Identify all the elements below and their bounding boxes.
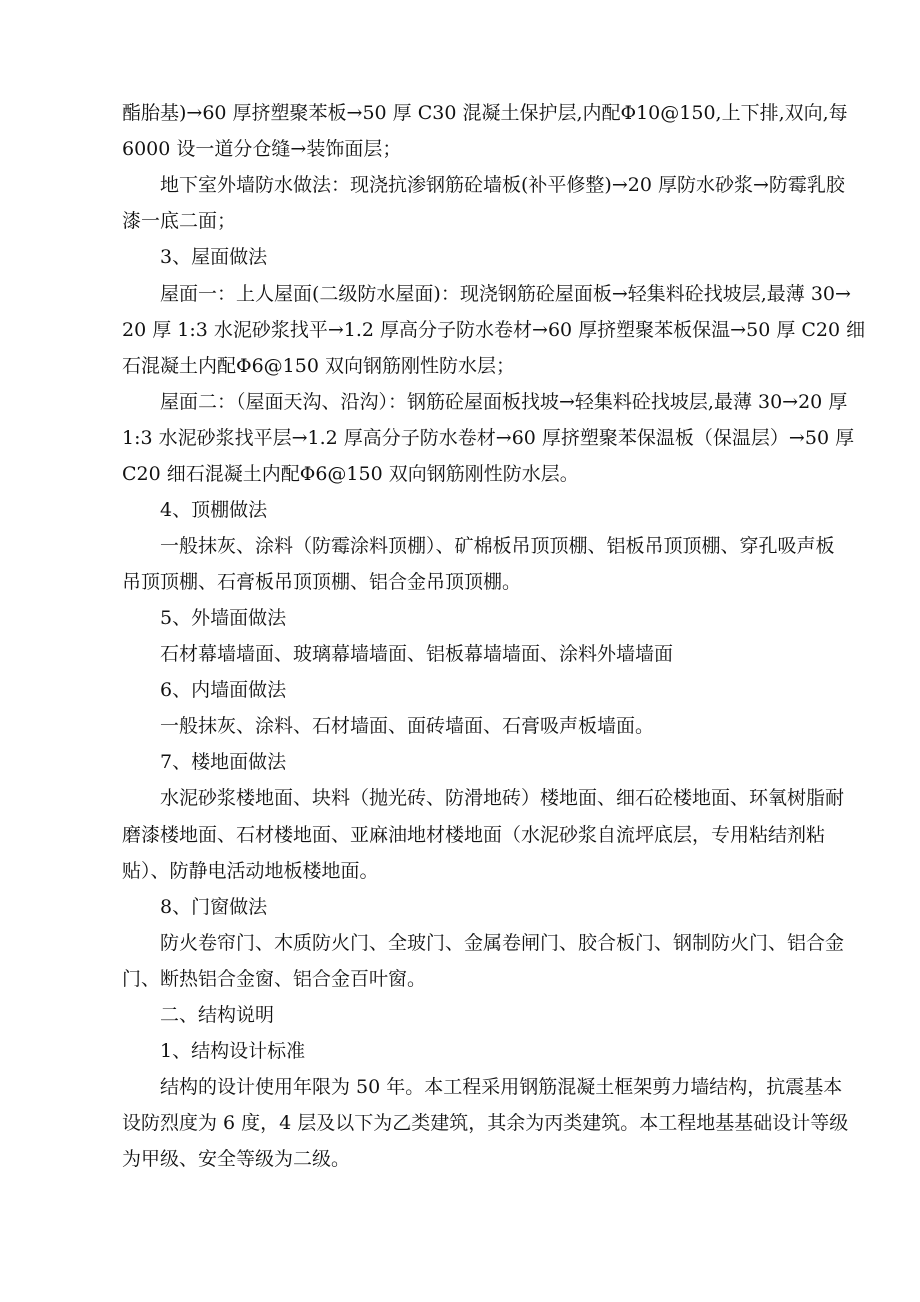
text-line-20: 水泥砂浆楼地面、块料（抛光砖、防滑地砖）楼地面、细石砼楼地面、环氧树脂耐 xyxy=(160,787,845,809)
text-line-18: 一般抹灰、涂料、石材墙面、面砖墙面、石膏吸声板墙面。 xyxy=(160,715,655,737)
text-line-9: 屋面二：（屋面天沟、沿沟）：钢筋砼屋面板找坡→轻集料砼找坡层,最薄 30→20 厚 xyxy=(160,391,848,413)
section-heading-structure: 二、结构说明 xyxy=(160,1004,275,1026)
text-line-16: 石材幕墙墙面、玻璃幕墙墙面、铝板幕墙墙面、涂料外墙墙面 xyxy=(160,643,674,665)
text-line-14: 吊顶顶棚、石膏板吊顶顶棚、铝合金吊顶顶棚。 xyxy=(122,571,522,593)
text-line-1: 酯胎基)→60 厚挤塑聚苯板→50 厚 C30 混凝土保护层,内配Φ10@150,上下排,双向,每 xyxy=(122,102,848,124)
text-line-25: 门、断热铝合金窗、铝合金百叶窗。 xyxy=(122,968,427,990)
text-line-6: 屋面一：上人屋面(二级防水屋面)：现浇钢筋砼屋面板→轻集料砼找坡层,最薄 30→ xyxy=(160,283,851,305)
text-line-24: 防火卷帘门、木质防火门、全玻门、金属卷闸门、胶合板门、钢制防火门、铝合金 xyxy=(160,932,845,954)
section-heading-doors-windows: 8、门窗做法 xyxy=(160,896,268,918)
section-heading-exterior-wall: 5、外墙面做法 xyxy=(160,607,287,629)
text-line-29: 设防烈度为 6 度，4 层及以下为乙类建筑，其余为丙类建筑。本工程地基基础设计等级 xyxy=(122,1112,849,1134)
text-line-28: 结构的设计使用年限为 50 年。本工程采用钢筋混凝土框架剪力墙结构，抗震基本 xyxy=(160,1076,843,1098)
text-line-10: 1:3 水泥砂浆找平层→1.2 厚高分子防水卷材→60 厚挤塑聚苯保温板（保温层）→50 厚 xyxy=(122,427,855,449)
text-line-2: 6000 设一道分仓缝→装饰面层； xyxy=(122,138,402,160)
text-line-8: 石混凝土内配Φ6@150 双向钢筋刚性防水层； xyxy=(122,355,515,377)
section-heading-ceiling: 4、顶棚做法 xyxy=(160,499,268,521)
text-line-13: 一般抹灰、涂料（防霉涂料顶棚）、矿棉板吊顶顶棚、铝板吊顶顶棚、穿孔吸声板 xyxy=(160,535,835,557)
text-line-30: 为甲级、安全等级为二级。 xyxy=(122,1148,351,1170)
text-line-4: 漆一底二面； xyxy=(122,210,237,232)
text-line-3: 地下室外墙防水做法：现浇抗渗钢筋砼墙板(补平修整)→20 厚防水砂浆→防霉乳胶 xyxy=(160,174,845,196)
text-line-7: 20 厚 1:3 水泥砂浆找平→1.2 厚高分子防水卷材→60 厚挤塑聚苯板保温→50 厚 C20 细 xyxy=(122,319,866,341)
section-heading-structure-standard: 1、结构设计标准 xyxy=(160,1040,306,1062)
section-heading-roof: 3、屋面做法 xyxy=(160,246,268,268)
text-line-22: 贴）、防静电活动地板楼地面。 xyxy=(122,860,379,882)
text-line-11: C20 细石混凝土内配Φ6@150 双向钢筋刚性防水层。 xyxy=(122,463,579,485)
text-line-21: 磨漆楼地面、石材楼地面、亚麻油地材楼地面（水泥砂浆自流坪底层，专用粘结剂粘 xyxy=(122,824,826,846)
section-heading-floor: 7、楼地面做法 xyxy=(160,751,287,773)
section-heading-interior-wall: 6、内墙面做法 xyxy=(160,679,287,701)
